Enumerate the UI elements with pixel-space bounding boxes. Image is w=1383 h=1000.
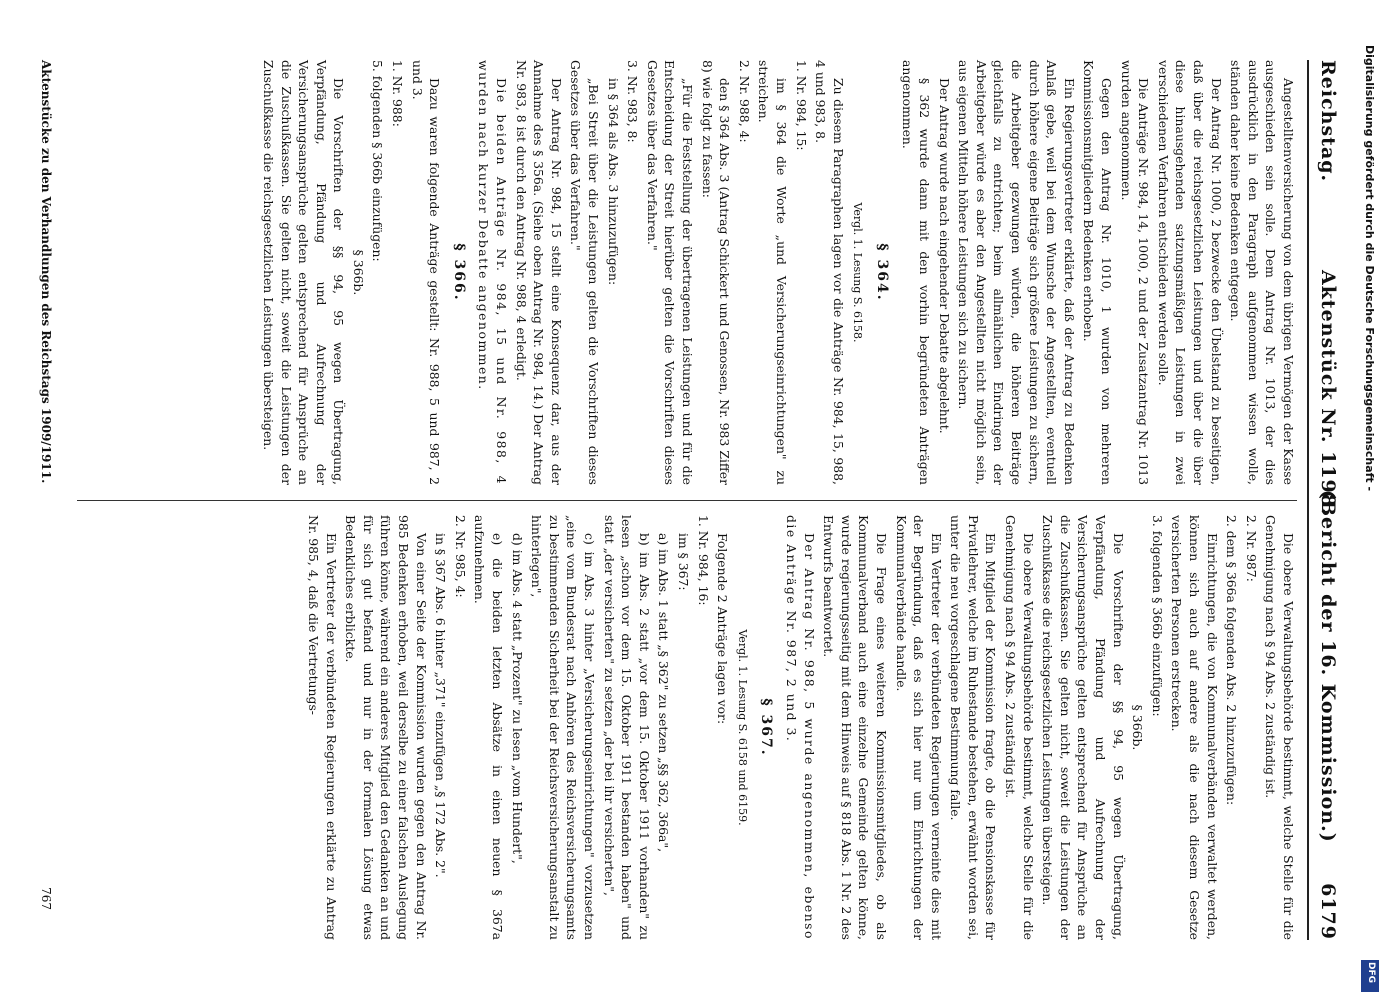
list-item: 3. Nr. 983, 8: xyxy=(625,60,641,143)
list-item: 2. Nr. 985, 4: xyxy=(452,515,468,598)
page-header xyxy=(1307,60,1343,940)
section-heading-364: § 364. xyxy=(873,243,890,302)
subsection-heading: § 366b. xyxy=(350,249,366,296)
list-item: in § 367 Abs. 6 hinter „371" einzufügen „§ 172 Abs. 2". xyxy=(433,533,449,878)
list-item: 2. dem § 366a folgenden Abs. 2 hinzuzufügen: xyxy=(1224,515,1240,806)
list-item: 1. Nr. 984, 16: xyxy=(695,515,711,606)
list-item: e) die beiden letzten Absätze in einen neuen § 367a aufzunehmen. xyxy=(472,515,506,940)
digitization-credit-text: Digitalisierung gefördert durch die Deutsche Forschungsgemeinschaft - xyxy=(1363,45,1376,492)
subsection-heading: § 366b. xyxy=(1130,704,1146,751)
digitization-credit xyxy=(1362,45,1378,985)
paragraph: Zu diesem Paragraphen lagen vor die Anträge Nr. 984, 15, 988, 4 und 983, 8. xyxy=(813,60,846,485)
paragraph: § 362 wurde dann mit den vorhin begründeten Anträgen angenommen. xyxy=(899,60,933,485)
paragraph: Von einer Seite der Kommission wurden gegen den Antrag Nr. 985 Bedenken erhoben, weil derselbe zu einer falschen Auslegung führen könne, während ein anderes Mitglied den Gedanken an und für sich gut befand und nur in der formalen Lösung etwas Bedenkliches erblickte. xyxy=(343,515,429,940)
dfg-logo xyxy=(1361,960,1379,992)
paragraph: Ein Mitglied der Kommission fragte, ob die Pensionskasse für Privatlehrer, welche im Ruhestande bestehen, erwähnt worden sei, unter die neu vorgeschlagene Bestimmung falle. xyxy=(948,515,999,940)
section-reference: Vergl. 1. Lesung S. 6158 und 6159. xyxy=(735,629,749,826)
list-item: b) im Abs. 2 statt „vor dem 15. Oktober 1911 vorhanden" zu lesen „schon vor dem 15. Oktober 1911 bestanden haben" und statt „der versicherten" zu setzen „der bei ihr versicherten", xyxy=(601,515,652,940)
list-item: im § 364 die Worte „und Versicherungseinrichtungen" zu streichen. xyxy=(756,60,789,485)
left-column xyxy=(257,60,1297,485)
paragraph: Der Antrag Nr. 1000, 2 bezwecke den Übelstand zu beseitigen, daß über die reichsgesetzlichen Leistungen und über die über diese hinausgehenden satzungsmäßigen Leistungen in zwei verschiedenen Verfahren entschieden werden solle. xyxy=(1155,60,1224,485)
paragraph: Ein Regierungsvertreter erklärte, daß der Antrag zu Bedenken Anlaß gebe, weil bei dem Wunsche der Angestellten, eventuell durch höhere eigene Beiträge sich größere Leistungen zu sichern, die Arbeitgeber gezwungen würden, die höheren Beiträge gleichfalls zu entrichten; beim allmählichen Eindringen der Arbeitgeber würde es aber den Angestellten nicht möglich sein, aus eigenen Mitteln höhere Leistungen sich zu sichern. xyxy=(956,60,1077,485)
header-left: Reichstag. xyxy=(1317,60,1339,183)
footer-source: Aktenstücke zu den Verhandlungen des Reichstags 1909/1911. xyxy=(39,60,53,484)
dfg-logo-text: DFG xyxy=(1366,962,1376,984)
paragraph: Folgende 2 Anträge lagen vor: xyxy=(715,533,731,725)
paragraph: Ein Vertreter der verbündeten Regierungen verneinte dies mit der Begründung, daß es sich hier nur um Einrichtungen der Kommunalverbände handle. xyxy=(893,515,944,940)
paragraph: Der Antrag wurde nach eingehender Debatte abgelehnt. xyxy=(936,78,952,434)
page-footer xyxy=(39,60,53,940)
paragraph: Die Anträge Nr. 984, 14, 1000, 2 und der Zusatzantrag Nr. 1013 wurden angenommen. xyxy=(1118,60,1152,485)
column-divider xyxy=(77,500,1297,501)
list-item: „Für die Feststellung der übertragenen Leistungen und für die Entscheidung der Streit hierüber gelten die Vorschriften dieses Gesetzes über das Verfahren." xyxy=(644,60,695,485)
section-heading-367: § 367. xyxy=(758,698,775,757)
paragraph: Die obere Verwaltungsbehörde bestimmt, welche Stelle für die Genehmigung nach § 94 Abs. 2 zuständig ist. xyxy=(1263,515,1296,940)
list-item: d) im Abs. 4 statt „Prozent" zu lesen „vom Hundert", xyxy=(509,533,525,864)
paragraph: Dazu waren folgende Anträge gestellt: Nr. 988, 5 und 987, 2 und 3. xyxy=(409,60,443,485)
footer-sheet-number: 767 xyxy=(39,887,53,910)
list-item: „Bei Streit über die Leistungen gelten die Vorschriften dieses Gesetzes über das Verfahren." xyxy=(568,60,602,485)
list-item: den § 364 Abs. 3 (Antrag Schickert und Genossen, Nr. 983 Ziffer 8) wie folgt zu fassen: xyxy=(699,60,733,485)
list-item: 2. Nr. 988, 4: xyxy=(736,60,752,143)
list-item: in § 364 als Abs. 3 hinzuzufügen: xyxy=(605,78,621,286)
paragraph: Die Frage eines weiteren Kommissionsmitgliedes, ob als Kommunalverband auch eine einzelne Gemeinde gelten könne, wurde regierungsseitig mit dem Hinweis auf § 818 Abs. 1 Nr. 2 des Entwurfs beantwortet. xyxy=(821,515,889,940)
paragraph: Die Vorschriften der §§ 94, 95 wegen Übertragung, Verpfändung, Pfändung und Aufrechnung der Versicherungsansprüche gelten entsprechend für Ansprüche an die Zuschußkassen. Sie gelten nicht, soweit die Leistungen der Zuschußkasse die reichsgesetzlichen Leistungen übersteigen. xyxy=(260,60,347,485)
paragraph: Die beiden Anträge Nr. 984, 15 und Nr. 988, 4 wurden nach kurzer Debatte angenommen. xyxy=(476,60,510,485)
list-item: 1. Nr. 984, 15: xyxy=(793,60,809,151)
paragraph: Der Antrag Nr. 988, 5 wurde angenommen, ebenso die Anträge Nr. 987, 2 und 3. xyxy=(783,515,817,940)
list-item: 3. folgenden § 366b einzufügen: xyxy=(1149,515,1165,717)
list-item: 2. Nr. 987: xyxy=(1243,515,1259,582)
list-item: a) im Abs. 1 statt „§ 362" zu setzen „§§ 362, 366a", xyxy=(656,533,672,853)
paragraph: Einrichtungen, die von Kommunalverbänden verwaltet werden, können sich auch auf andere als die nach diesem Gesetze versicherten Personen erstrecken. xyxy=(1169,515,1220,940)
list-item: c) im Abs. 3 hinter „Versicherungseinrichtungen" vorzusetzen „eine vom Bundesrat nach Anhören des Reichsversicherungsamts zu bestimmenden Sicherheit bei der Reichsversicherungsanstalt zu hinterlegen", xyxy=(529,515,598,940)
header-title: Aktenstück Nr. 1198. xyxy=(1317,270,1339,516)
section-reference: Vergl. 1. Lesung S. 6158. xyxy=(851,202,865,343)
paragraph: Angestelltenversicherung von dem übrigen Vermögen der Kasse ausgeschieden sein solle. Dem Antrag Nr. 1013, der dies ausdrücklich in den Paragraph aufgenommen wissen wolle, ständen daher keine Bedenken entgegen. xyxy=(1228,60,1296,485)
page-number: 6179 xyxy=(1317,883,1339,940)
section-heading-366: § 366. xyxy=(450,243,467,302)
paragraph: Der Antrag Nr. 984, 15 stellt eine Konsequenz dar, aus der Annahme des § 356a. (Siehe oben Antrag Nr. 984, 14.) Der Antrag Nr. 983, 8 ist durch den Antrag Nr. 988, 4 erledigt. xyxy=(513,60,564,485)
list-item: 1. Nr. 988: xyxy=(390,60,406,127)
paragraph: Gegen den Antrag Nr. 1010, 1 wurden von mehreren Kommissionsmitgliedern Bedenken erhoben. xyxy=(1081,60,1115,485)
paragraph: Die Vorschriften der §§ 94, 95 wegen Übertragung, Verpfändung, Pfändung und Aufrechnung der Versicherungsansprüche gelten entsprechend für Ansprüche an die Zuschußkassen. Sie gelten nicht, soweit die Leistungen der Zuschußkasse die reichsgesetzlichen Leistungen übersteigen. xyxy=(1040,515,1126,940)
list-item: 5. folgenden § 366b einzufügen: xyxy=(370,60,386,262)
list-item: im § 367: xyxy=(676,533,691,591)
right-column xyxy=(303,515,1297,940)
header-report: (Bericht der 16. Kommission.) xyxy=(1317,490,1339,843)
paragraph: Die obere Verwaltungsbehörde bestimmt, welche Stelle für die Genehmigung nach § 94 Abs. 2 zuständig ist. xyxy=(1003,515,1036,940)
paragraph: Ein Vertreter der verbündeten Regierungen erklärte zu Antrag Nr. 985, 4, daß die Vertretungs- xyxy=(306,515,339,940)
